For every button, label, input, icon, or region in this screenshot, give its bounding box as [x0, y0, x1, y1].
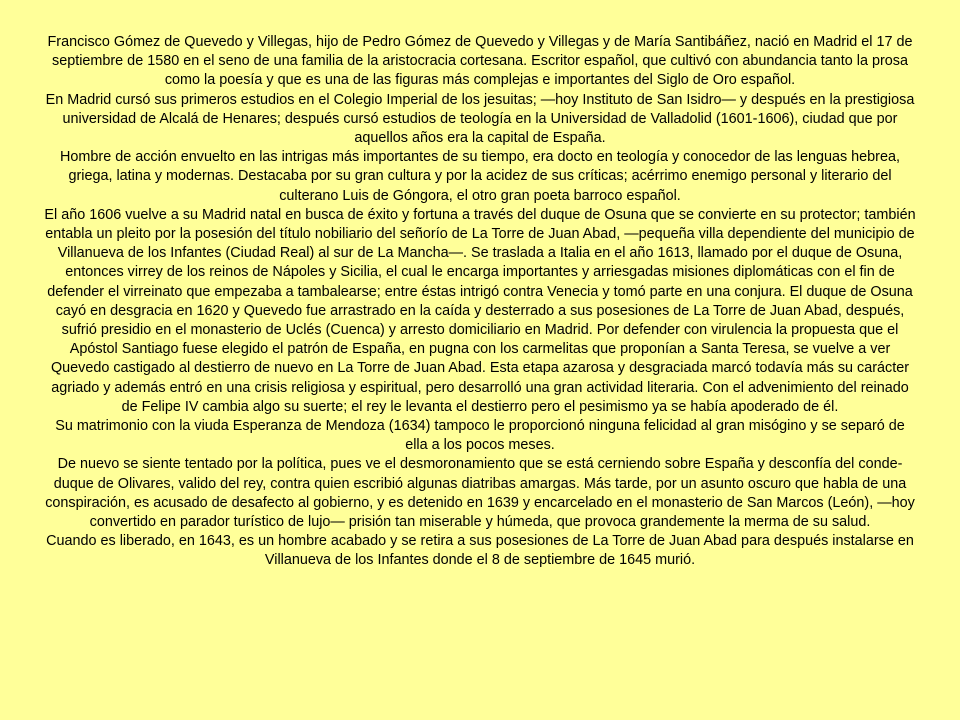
biography-text [44, 33, 916, 571]
paragraph-character: Hombre de acción envuelto en las intrigas más importantes de su tiempo, era docto en teología y conocedor de las lenguas hebrea, griega, latina y modernas. Destacaba por su gran cultura y por la acidez de sus críticas; acérrimo enemigo personal y literario del culterano Luis de Góngora, el otro gran poeta barroco español. [60, 149, 900, 204]
paragraph-marriage: Su matrimonio con la viuda Esperanza de Mendoza (1634) tampoco le proporcionó ninguna felicidad al gran misógino y se separó de ella a los pocos meses. [55, 418, 905, 454]
paragraph-birth: Francisco Gómez de Quevedo y Villegas, hijo de Pedro Gómez de Quevedo y Villegas y de María Santibáñez, nació en Madrid el 17 de septiembre de 1580 en el seno de una familia de la aristocracia cortesana. Escritor español, que cultivó con abundancia tanto la prosa como la poesía y que es una de las figuras más complejas e importantes del Siglo de Oro español. [47, 34, 913, 89]
paragraph-death: Cuando es liberado, en 1643, es un hombre acabado y se retira a sus posesiones de La Torre de Juan Abad para después instalarse en Villanueva de los Infantes donde el 8 de septiembre de 1645 murió. [46, 533, 914, 569]
paragraph-studies: En Madrid cursó sus primeros estudios en el Colegio Imperial de los jesuitas; —hoy Instituto de San Isidro— y después en la prestigiosa universidad de Alcalá de Henares; después cursó estudios de teología en la Universidad de Valladolid (1601-1606), ciudad que por aquellos años era la capital de España. [45, 91, 915, 147]
paragraph-imprisonment: De nuevo se siente tentado por la política, pues ve el desmoronamiento que se está cerniendo sobre España y desconfía del conde-duque de Olivares, valido del rey, contra quien escribió algunas diatribas amargas. Más tarde, por un asunto oscuro que habla de una conspiración, es acusado de desafecto al gobierno, y es detenido en 1639 y encarcelado en el monasterio de San Marcos (León), —hoy convertido en parador turístico de lujo— prisión tan miserable y húmeda, que provoca grandemente la merma de su salud. [45, 456, 915, 531]
paragraph-career: El año 1606 vuelve a su Madrid natal en busca de éxito y fortuna a través del duque de Osuna que se convierte en su protector; también entabla un pleito por la posesión del título nobiliario del señorío de La Torre de Juan Abad, —pequeña villa dependiente del municipio de Villanueva de los Infantes (Ciudad Real) al sur de La Mancha—. Se traslada a Italia en el año 1613, llamado por el duque de Osuna, entonces virrey de los reinos de Nápoles y Sicilia, el cual le encarga importantes y arriesgadas misiones diplomáticas con el fin de defender el virreinato que empezaba a tambalearse; entre éstas intrigó contra Venecia y tomó parte en una conjura. El duque de Osuna cayó en desgracia en 1620 y Quevedo fue arrastrado en la caída y desterrado a sus posesiones de La Torre de Juan Abad, después, sufrió presidio en el monasterio de Uclés (Cuenca) y arresto domiciliario en Madrid. Por defender con virulencia la propuesta que el Apóstol Santiago fuese elegido el patrón de España, en pugna con los carmelitas que proponían a Santa Teresa, se vuelve a ver Quevedo castigado al destierro de nuevo en La Torre de Juan Abad. Esta etapa azarosa y desgraciada marcó todavía más su carácter agriado y además entró en una crisis religiosa y espiritual, pero desarrolló una gran actividad literaria. Con el advenimiento del reinado de Felipe IV cambia algo su suerte; el rey le levanta el destierro pero el pesimismo ya se había apoderado de él. [44, 206, 916, 415]
